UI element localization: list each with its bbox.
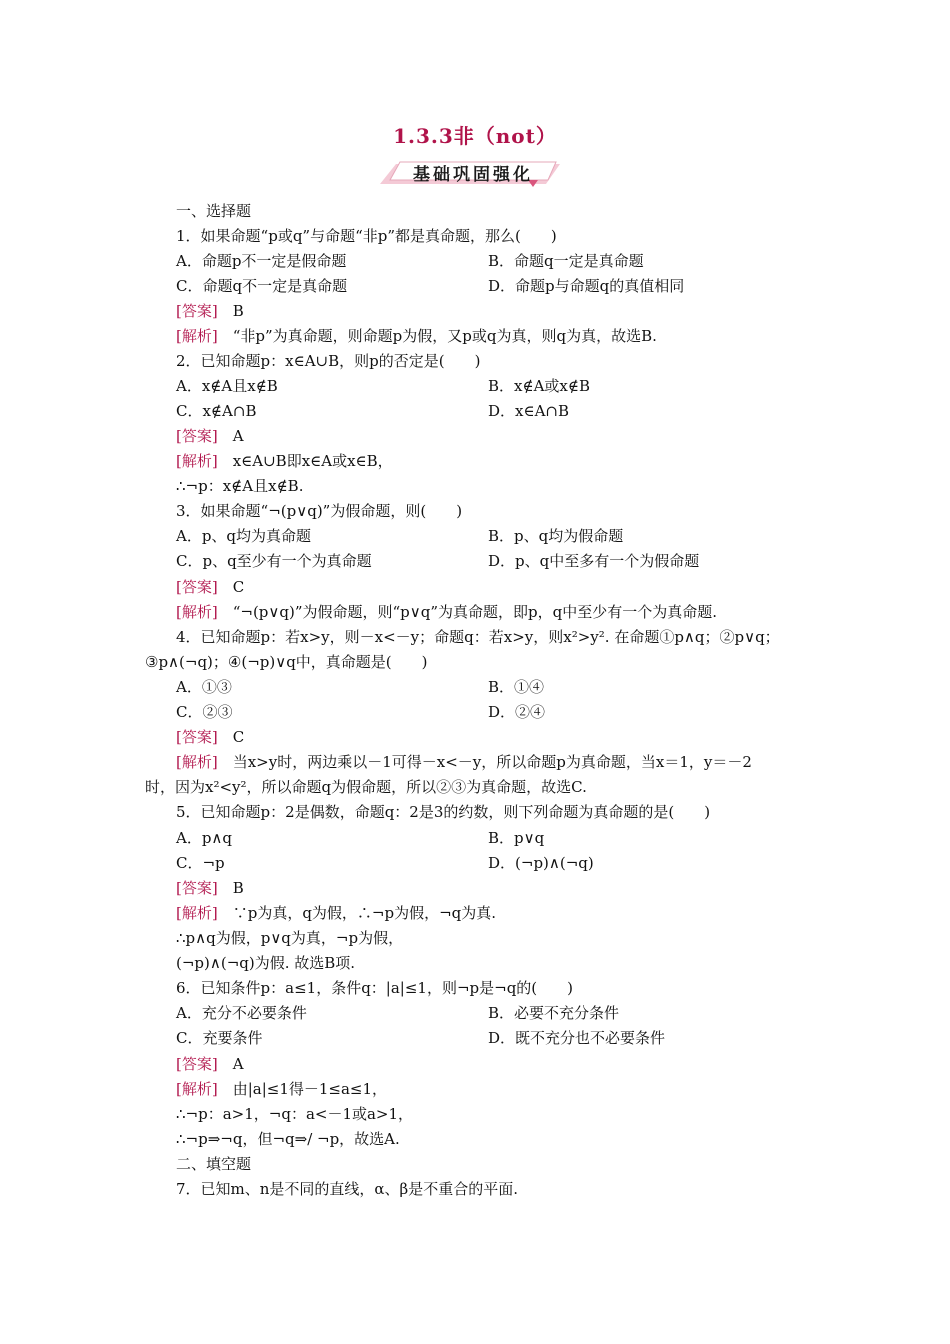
explanation-line bbox=[176, 602, 717, 622]
answer-line bbox=[176, 878, 244, 898]
line-text: ③p∧(¬q)；④(¬p)∨q中，真命题是( ) bbox=[145, 653, 428, 671]
text-line bbox=[488, 1028, 665, 1048]
text-line bbox=[176, 501, 462, 521]
line-tag: [答案] bbox=[176, 427, 218, 445]
answer-line bbox=[176, 426, 244, 446]
text-line bbox=[488, 401, 569, 421]
text-line bbox=[488, 376, 590, 396]
text-line bbox=[176, 526, 311, 546]
text-line bbox=[176, 1028, 262, 1048]
text-line bbox=[488, 276, 684, 296]
line-text: ∴¬p⇒¬q，但¬q⇒/ ¬p，故选A. bbox=[176, 1130, 400, 1148]
line-text: 5．已知命题p：2是偶数，命题q：2是3的约数，则下列命题为真命题的是( ) bbox=[176, 803, 711, 821]
text-line bbox=[176, 1179, 518, 1199]
line-text: D．既不充分也不必要条件 bbox=[488, 1029, 666, 1047]
line-text: A．充分不必要条件 bbox=[176, 1004, 307, 1022]
explanation-line bbox=[176, 451, 393, 471]
text-line bbox=[488, 677, 544, 697]
line-text: 3．如果命题“¬(p∨q)”为假命题，则( ) bbox=[176, 502, 463, 520]
line-text: D．(¬p)∧(¬q) bbox=[488, 854, 594, 872]
text-line bbox=[176, 702, 232, 722]
line-tag: [答案] bbox=[176, 1055, 218, 1073]
line-text: B bbox=[217, 879, 244, 897]
line-text: A．p∧q bbox=[176, 829, 233, 847]
line-text: x∈A∪B即x∈A或x∈B， bbox=[217, 452, 393, 470]
text-line bbox=[176, 1129, 400, 1149]
line-text: ∴p∧q为假，p∨q为真，¬p为假， bbox=[176, 929, 404, 947]
text-line bbox=[488, 853, 594, 873]
text-line bbox=[176, 351, 480, 371]
line-text: 4．已知命题p：若x>y，则－x<－y；命题q：若x>y，则x²>y². 在命题①p∧q；②p∨q； bbox=[176, 628, 780, 646]
line-tag: [解析] bbox=[176, 452, 218, 470]
line-tag: [答案] bbox=[176, 728, 218, 746]
line-text: C．¬p bbox=[176, 854, 225, 872]
line-text: 7．已知m、n是不同的直线，α、β是不重合的平面. bbox=[176, 1180, 518, 1198]
line-text: 一、选择题 bbox=[176, 202, 252, 220]
text-line bbox=[488, 526, 623, 546]
text-line bbox=[176, 1003, 307, 1023]
text-line bbox=[176, 802, 710, 822]
line-text: A．x∉A且x∉B bbox=[176, 377, 278, 395]
line-tag: [解析] bbox=[176, 327, 218, 345]
text-line bbox=[176, 677, 232, 697]
line-text: C．②③ bbox=[176, 703, 233, 721]
text-line bbox=[176, 226, 557, 246]
text-line bbox=[176, 853, 225, 873]
line-tag: [解析] bbox=[176, 1080, 218, 1098]
line-tag: [解析] bbox=[176, 603, 218, 621]
text-line bbox=[176, 828, 232, 848]
line-text: 时，因为x²<y²，所以命题q为假命题，所以②③为真命题，故选C. bbox=[145, 778, 587, 796]
text-line bbox=[176, 627, 780, 647]
line-text: C．充要条件 bbox=[176, 1029, 263, 1047]
answer-line bbox=[176, 1054, 244, 1074]
line-text: A．①③ bbox=[176, 678, 232, 696]
explanation-line bbox=[176, 752, 752, 772]
line-text: D．x∈A∩B bbox=[488, 402, 570, 420]
line-text: B bbox=[217, 302, 244, 320]
line-text: 当x>y时，两边乘以－1可得－x<－y，所以命题p为真命题，当x＝1，y＝－2 bbox=[217, 753, 752, 771]
line-text: B．①④ bbox=[488, 678, 545, 696]
text-line bbox=[488, 251, 644, 271]
text-line bbox=[176, 928, 403, 948]
line-text: C．p、q至少有一个为真命题 bbox=[176, 552, 372, 570]
text-line bbox=[145, 777, 587, 797]
line-text: A．p、q均为真命题 bbox=[176, 527, 312, 545]
line-text: B．p、q均为假命题 bbox=[488, 527, 624, 545]
line-text: 由|a|≤1得－1≤a≤1， bbox=[217, 1080, 388, 1098]
text-line bbox=[488, 702, 545, 722]
text-line bbox=[145, 652, 428, 672]
line-text: B．x∉A或x∉B bbox=[488, 377, 591, 395]
text-line bbox=[176, 978, 573, 998]
section-banner-label: 基础巩固强化 bbox=[413, 165, 533, 185]
line-tag: [解析] bbox=[176, 753, 218, 771]
explanation-line bbox=[176, 903, 496, 923]
page-title: 1.3.3非（not） bbox=[393, 124, 557, 148]
text-line bbox=[176, 376, 278, 396]
line-text: “非p”为真命题，则命题p为假，又p或q为真，则q为真，故选B. bbox=[217, 327, 657, 345]
line-text: C bbox=[217, 578, 245, 596]
text-line bbox=[176, 551, 372, 571]
text-line bbox=[488, 551, 699, 571]
line-text: A bbox=[217, 1055, 244, 1073]
line-text: D．②④ bbox=[488, 703, 546, 721]
line-text: (¬p)∧(¬q)为假. 故选B项. bbox=[176, 954, 356, 972]
line-tag: [答案] bbox=[176, 578, 218, 596]
line-text: “¬(p∨q)”为假命题，则“p∨q”为真命题，即p，q中至少有一个为真命题. bbox=[217, 603, 718, 621]
line-tag: [答案] bbox=[176, 879, 218, 897]
text-line bbox=[488, 828, 544, 848]
line-text: A bbox=[217, 427, 244, 445]
text-line bbox=[176, 1104, 413, 1124]
line-text: ∵p为真，q为假，∴¬p为假，¬q为真. bbox=[217, 904, 497, 922]
line-text: 2．已知命题p：x∈A∪B，则p的否定是( ) bbox=[176, 352, 481, 370]
line-text: D．命题p与命题q的真值相同 bbox=[488, 277, 685, 295]
line-tag: [答案] bbox=[176, 302, 218, 320]
line-text: 二、填空题 bbox=[176, 1155, 252, 1173]
text-line bbox=[176, 251, 346, 271]
explanation-line bbox=[176, 1079, 387, 1099]
line-text: 6．已知条件p：a≤1，条件q：|a|≤1，则¬p是¬q的( ) bbox=[176, 979, 574, 997]
line-text: C bbox=[217, 728, 245, 746]
line-text: C．命题q不一定是真命题 bbox=[176, 277, 348, 295]
line-tag: [解析] bbox=[176, 904, 218, 922]
answer-line bbox=[176, 577, 244, 597]
line-text: A．命题p不一定是假命题 bbox=[176, 252, 347, 270]
text-line bbox=[176, 201, 251, 221]
text-line bbox=[176, 276, 347, 296]
answer-line bbox=[176, 727, 244, 747]
line-text: B．必要不充分条件 bbox=[488, 1004, 620, 1022]
explanation-line bbox=[176, 326, 657, 346]
text-line bbox=[176, 476, 303, 496]
line-text: D．p、q中至多有一个为假命题 bbox=[488, 552, 700, 570]
line-text: ∴¬p：x∉A且x∉B. bbox=[176, 477, 304, 495]
line-text: ∴¬p：a>1，¬q：a<－1或a>1， bbox=[176, 1105, 414, 1123]
text-line bbox=[176, 1154, 251, 1174]
line-text: B．命题q一定是真命题 bbox=[488, 252, 644, 270]
line-text: C．x∉A∩B bbox=[176, 402, 257, 420]
line-text: B．p∨q bbox=[488, 829, 545, 847]
answer-line bbox=[176, 301, 244, 321]
line-text: 1．如果命题“p或q”与命题“非p”都是真命题，那么( ) bbox=[176, 227, 557, 245]
text-line bbox=[176, 953, 355, 973]
text-line bbox=[488, 1003, 619, 1023]
text-line bbox=[176, 401, 256, 421]
